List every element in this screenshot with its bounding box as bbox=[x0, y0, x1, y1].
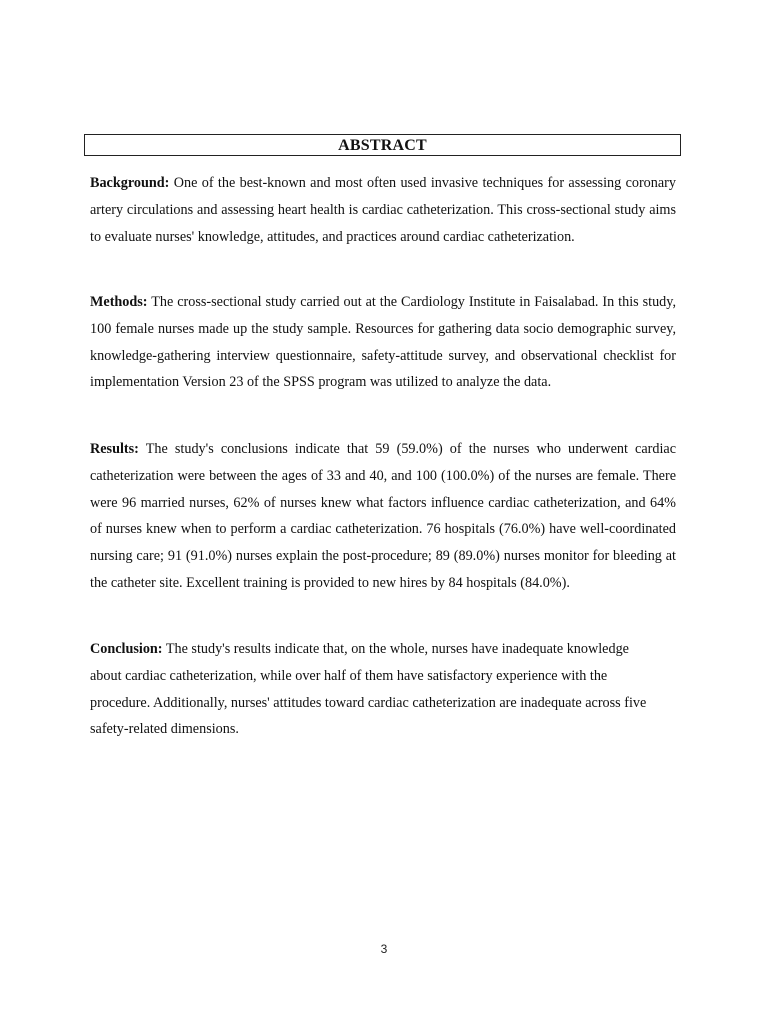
conclusion-paragraph bbox=[90, 636, 664, 743]
methods-text: The cross-sectional study carried out at the Cardiology Institute in Faisalabad. In this study, 100 female nurses made up the study sample. Resources for gathering data socio demographic survey, knowledge-gathering interview questionnaire, safety-attitude survey, and observational checklist for implementation Version 23 of the SPSS program was utilized to analyze the data. bbox=[90, 294, 676, 391]
results-label: Results: bbox=[90, 441, 139, 457]
results-text: The study's conclusions indicate that 59 (59.0%) of the nurses who underwent cardiac catheterization were between the ages of 33 and 40, and 100 (100.0%) of the nurses are female. There were 96 married nurses, 62% of nurses knew what factors influence cardiac catheterization, and 64% of nurses knew when to perform a cardiac catheterization. 76 hospitals (76.0%) have well-coordinated nursing care; 91 (91.0%) nurses explain the post-procedure; 89 (89.0%) nurses monitor for bleeding at the catheter site. Excellent training is provided to new hires by 84 hospitals (84.0%). bbox=[90, 441, 676, 591]
background-paragraph bbox=[90, 170, 676, 250]
abstract-heading-box bbox=[84, 134, 681, 156]
conclusion-text: The study's results indicate that, on the whole, nurses have inadequate knowledge about cardiac catheterization, while over half of them have satisfactory experience with the procedure. Additionally, nurses' attitudes toward cardiac catheterization are inadequate across five safety-related dimensions. bbox=[90, 641, 647, 738]
abstract-heading: ABSTRACT bbox=[338, 137, 427, 154]
background-label: Background: bbox=[90, 175, 170, 191]
conclusion-label: Conclusion: bbox=[90, 641, 163, 657]
page-number: 3 bbox=[380, 942, 388, 956]
background-text: One of the best-known and most often used invasive techniques for assessing coronary artery circulations and assessing heart health is cardiac catheterization. This cross-sectional study aims to evaluate nurses' knowledge, attitudes, and practices around cardiac catheterization. bbox=[90, 175, 676, 245]
methods-label: Methods: bbox=[90, 294, 148, 310]
methods-paragraph bbox=[90, 289, 676, 396]
results-paragraph bbox=[90, 436, 676, 597]
